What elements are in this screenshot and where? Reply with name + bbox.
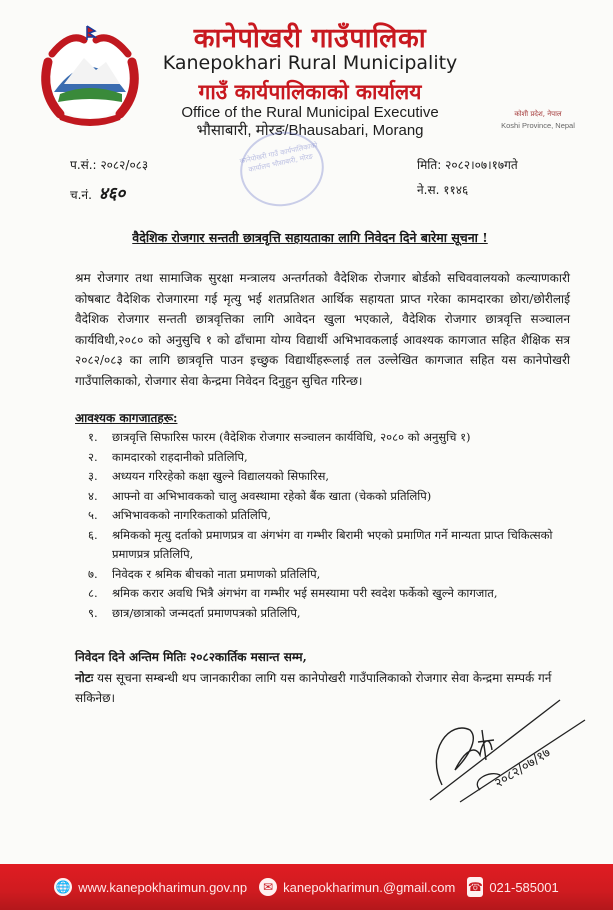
phone-number[interactable]: 021-585001 [489,879,559,895]
nepal-sambat [417,181,468,198]
requirement-item [88,448,568,468]
item-number: ५. [88,508,98,522]
item-text: आफ्नो वा अभिभावकको चालु अवस्थामा रहेको बैंक खाता (चेकको प्रतिलिपि) [112,488,432,503]
ps-label: प.सं.: [70,158,97,172]
item-text: कामदारको राहदानीको प्रतिलिपि, [112,449,248,464]
item-number: ७. [88,566,98,581]
website-link[interactable]: www.kanepokharimun.gov.np [78,879,248,895]
dispatch-number [70,181,125,204]
requirements-heading: आवश्यक कागजातहरू: [75,411,178,425]
item-number: ९. [88,605,98,620]
email-link[interactable]: kanepokharimun.@gmail.com [283,879,456,895]
municipality-title-en: Kanepokhari Rural Municipality [162,52,458,74]
item-text: श्रमिकको मृत्यु दर्ताको प्रमाणप्रत्र वा अंगभंग वा गम्भीर बिरामी भएको प्रमाणित गर्ने मान्यता प्राप्त चिकित्सको प्रमाणप्रत्र प्रतिलिपि, [112,527,553,561]
item-number: ३. [88,469,98,483]
province-label [478,109,598,131]
cn-label: च.नं. [70,188,92,202]
footer-phone[interactable] [467,877,558,897]
office-address: भौसाबारी, मोरङ/Bhausabari, Morang [196,122,424,139]
item-number: २. [88,449,98,464]
requirement-item [88,428,568,448]
nesa-label: ने.स. [417,183,440,197]
date-value: २०८२।०७।१७गते [445,158,518,172]
item-text: छात्र/छात्राको जन्मदर्ता प्रमाणपत्रको प्रतिलिपि, [112,605,301,620]
item-text: श्रमिक करार अवधि भित्रै अंगभंग वा गम्भीर भई समस्यामा परी स्वदेश फर्केको खुल्ने कागजात, [112,586,498,600]
nepal-emblem-icon [34,22,146,128]
item-number: १. [88,430,98,444]
requirement-item [88,467,568,487]
item-text: छात्रवृत्ति सिफारिस फारम (वैदेशिक रोजगार सञ्चालन कार्यविधि, २०८० को अनुसुचि १) [112,430,471,444]
footer-email[interactable] [259,878,455,896]
item-number: ८. [88,586,98,600]
item-text: निवेदक र श्रमिक बीचको नाता प्रमाणको प्रतिलिपि, [112,566,321,581]
letter-reference-number [70,156,148,173]
notice-subject: वैदेशिक रोजगार सन्तती छात्रवृत्ति सहायताका लागि निवेदन दिने बारेमा सूचना ! [132,230,488,245]
application-deadline: निवेदन दिने अन्तिम मितिः २०८२कार्तिक मसान्त सम्म, [75,650,307,664]
requirement-item [88,584,568,604]
requirement-item [88,487,568,507]
ps-value: २०८२/०८३ [100,158,149,172]
item-number: ६. [88,527,98,542]
office-title-en: Office of the Rural Municipal Executive [181,104,439,121]
province-en: Koshi Province, Nepal [501,121,575,130]
note-label: नोटः [75,671,94,685]
office-title-np: गाउँ कार्यपालिकाको कार्यालय [198,80,422,104]
envelope-icon: ✉ [259,878,277,896]
note-text: यस सूचना सम्बन्धी थप जानकारीका लागि यस कानेपोखरी गाउँपालिकाको रोजगार सेवा केन्द्रमा सम्पर्क गर्न सकिनेछ। [75,671,552,705]
item-text: अध्ययन गरिरहेको कक्षा खुल्ने विद्यालयको सिफारिस, [112,469,330,483]
cn-value: ४६० [98,184,126,204]
globe-icon: 🌐 [55,880,71,894]
notice-body: श्रम रोजगार तथा सामाजिक सुरक्षा मन्त्रालय अन्तर्गतको वैदेशिक रोजगार बोर्डको सचिववालयको कल्याणकारी कोषबाट वैदेशिक रोजगारमा गई मृत्यु भई शतप्रतिशत आर्थिक सहायता प्राप्त गरेका कामदारका छोरा/छोरीलाई वैदेशिक रोजगार सन्तती छात्रवृत्तिका लागि आवेदन खुला भएकाले, वैदेशिक रोजगार छात्रवृत्ति सञ्चालन कार्यविधी,२०८० को अनुसुचि १ को ढाँचामा योग्य विद्यार्थी अभिभावकलाई आवश्यक कागजात सहित शैक्षिक सत्र २०८२/०८३ का लागि छात्रवृत्ति पाउन इच्छुक विद्यार्थीहरूलाई तल उल्लेखित कागजात सहित यस कानेपोखरी गाउँपालिकाको, रोजगार सेवा केन्द्रमा निवेदन दिनुहुन सुचित गरिन्छ। [75,271,570,388]
province-np: कोशी प्रदेश, नेपाल [514,110,562,118]
signature-icon [420,690,590,810]
requirement-item [88,604,568,624]
nesa-value: ११४६ [443,183,469,197]
municipality-title-np: कानेपोखरी गाउँपालिका [193,23,427,54]
item-number: ४. [88,488,98,503]
requirement-item [88,506,568,526]
footer-website[interactable] [54,878,247,896]
letter-date [417,156,518,173]
office-stamp: कानेपोखरी गाउँ कार्यपालिकाको कार्यालय भौसाबारी, मोरङ [233,124,331,214]
phone-icon: ☎ [467,877,483,897]
requirement-item [88,526,568,565]
item-text: अभिभावकको नागरिकताको प्रतिलिपि, [112,508,271,522]
signature-date: २०८२/०७/१७ [492,745,554,792]
requirement-item [88,565,568,585]
date-label: मिति: [417,158,442,172]
footer-contact-bar [0,864,613,910]
requirements-list [88,428,568,623]
